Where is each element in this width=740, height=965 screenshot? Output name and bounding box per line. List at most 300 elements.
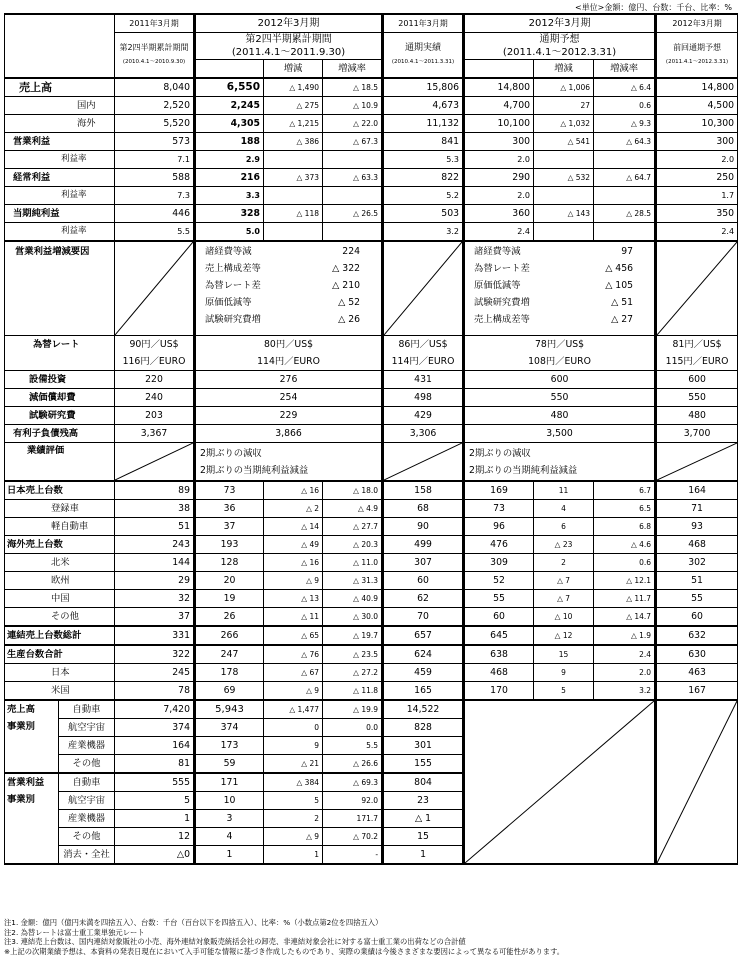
c4-rate: 2.4 [594,645,656,664]
c2-inc: △ 1,477 [264,700,323,719]
c2-rate: △ 19.9 [323,700,383,719]
factor-item [468,294,651,311]
c1-range: (2010.4.1～2010.9.30) [122,59,186,65]
c2-rate: △ 70.2 [323,828,383,846]
factor-name: 売上構成差等 [205,263,261,274]
eval-line: 2期ぶりの当期純利益減益 [200,464,309,476]
c2-value: 10 [195,792,264,810]
unit-label: 連結売上台数総計 [5,626,115,645]
c4-value: 96 [464,518,534,536]
c2-rate: △ 27.2 [323,664,383,682]
c2-inc: △ 14 [264,518,323,536]
c3-value: 5.3 [383,151,464,169]
c2-sub [195,33,383,60]
c2-value: 128 [195,554,264,572]
c2-inc: △ 386 [264,133,323,151]
c4-fx-usd: 78円／US$ [464,336,656,354]
unit-label: 中国 [5,590,115,608]
c1-value: 3,367 [115,425,195,443]
c2-rate: △ 20.3 [323,536,383,554]
c2-value: 178 [195,664,264,682]
c1-value: 38 [115,500,195,518]
c4-rate: △ 9.3 [594,115,656,133]
c1-value: 32 [115,590,195,608]
c2-inc-header: 増減 [264,60,323,79]
c1-title: 2011年3月期 [115,14,195,33]
c4-inc-header: 増減 [534,60,594,79]
c4-value: 2.0 [464,187,534,205]
c4-value: 10,100 [464,115,534,133]
factor-value: 224 [342,246,361,257]
c2-rate: △ 69.3 [323,773,383,792]
c3-value: 429 [383,407,464,425]
footnote: 注2. 為替レートは富士重工業単独元レート [4,927,145,937]
c2-inc: 0 [264,719,323,737]
c3-value: 431 [383,371,464,389]
c2-inc: △ 384 [264,773,323,792]
c4-inc: 4 [534,500,594,518]
unit-label: 日本売上台数 [5,481,115,500]
c2-value: 173 [195,737,264,755]
c2-inc: △ 2 [264,500,323,518]
c4-range: (2011.4.1～2012.3.31) [502,47,617,58]
c5-sub [656,33,738,79]
h1-eval [195,443,383,482]
c1-sub [115,33,195,79]
unit-row [5,590,738,608]
c3-value: 5.2 [383,187,464,205]
c5-value: 350 [656,205,738,223]
c4-value: 476 [464,536,534,554]
c2-value: 20 [195,572,264,590]
c2-rate: △ 27.7 [323,518,383,536]
c3-value: 3.2 [383,223,464,242]
diagonal-slash [115,242,193,335]
c2-value: 6,550 [195,78,264,97]
c2-value: 26 [195,608,264,627]
c1-value: 8,040 [115,78,195,97]
c2-inc: 2 [264,810,323,828]
unit-row [5,645,738,664]
c2-rate: △ 10.9 [323,97,383,115]
c4-rate: 3.2 [594,682,656,701]
c3-value: 828 [383,719,464,737]
c3-subtitle: 通期実績 [405,43,442,53]
misc-label: 減価償却費 [5,389,115,407]
c3-value: 498 [383,389,464,407]
c4-rate [594,187,656,205]
c4-inc [534,151,594,169]
fin-row [5,169,738,187]
c3-value: 155 [383,755,464,774]
c4-value: 290 [464,169,534,187]
c1-value: 588 [115,169,195,187]
c5-subtitle: 前回通期予想 [673,43,722,52]
c4-value: 360 [464,205,534,223]
c4-title: 2012年3月期 [464,14,656,33]
diagonal-slash [657,443,737,480]
factor-name: 諸経費等減 [205,246,252,257]
c4-rate-header: 増減率 [594,60,656,79]
c4-value: 55 [464,590,534,608]
c1-value: 29 [115,572,195,590]
c4-rate: 6.5 [594,500,656,518]
c2-value: 254 [195,389,383,407]
c4-value: 170 [464,682,534,701]
c2-value: 5,943 [195,700,264,719]
c3-empty [383,241,464,336]
factor-item [468,311,651,328]
factor-value: △ 210 [332,280,361,291]
c4-blank [464,60,534,79]
seg-group-line: 売上高 [7,704,35,715]
c2-value: 5.0 [195,223,264,242]
c4-rate: △ 64.7 [594,169,656,187]
c1-fx-eur: 116円／EURO [115,353,195,371]
c5-value: 302 [656,554,738,572]
diagonal-slash [657,701,737,863]
c1-value: 81 [115,755,195,774]
factor-value: △ 27 [611,314,634,325]
c2-fx-usd: 80円／US$ [195,336,383,354]
unit-caption: <単位>金額：億円、台数：千台、比率：% [574,3,732,12]
diagonal-slash [384,242,462,335]
c3-fx-usd: 86円／US$ [383,336,464,354]
c4-value: 309 [464,554,534,572]
unit-label: 海外売上台数 [5,536,115,554]
c3-value: 70 [383,608,464,627]
factors-label: 営業利益増減要因 [5,241,115,336]
c2-rate: 5.5 [323,737,383,755]
diagonal-slash [657,242,737,335]
c2-inc: △ 9 [264,572,323,590]
fin-label: 海外 [5,115,115,133]
footnote: 注1. 金額：億円（億円未満を四捨五入）、台数：千台（百台以下を四捨五入）、比率：%（小数点第2位を四捨五入） [4,918,383,927]
c1-empty [115,241,195,336]
c1-fx-usd: 90円／US$ [115,336,195,354]
c2-value: 3.3 [195,187,264,205]
c5-value: 600 [656,371,738,389]
c3-value: 15 [383,828,464,846]
fin-label: 売上高 [5,78,115,97]
seg-label: 自動車 [59,773,115,792]
unit-label: 米国 [5,682,115,701]
c4-rate: △ 6.4 [594,78,656,97]
fin-row [5,97,738,115]
c2-inc: △ 65 [264,626,323,645]
c3-value: 822 [383,169,464,187]
fin-row [5,223,738,242]
c2-rate-header: 増減率 [323,60,383,79]
c5-value: 55 [656,590,738,608]
c2-inc: △ 76 [264,645,323,664]
misc-row [5,407,738,425]
c5-title: 2012年3月期 [656,14,738,33]
c1-value: 7.3 [115,187,195,205]
c2-value: 216 [195,169,264,187]
seg-group-line: 事業別 [7,721,35,732]
c5-value: 2.4 [656,223,738,242]
c3-value: 307 [383,554,464,572]
c2-inc: △ 9 [264,828,323,846]
fin-label: 国内 [5,97,115,115]
factor-item [199,260,378,277]
c2-rate: △ 31.3 [323,572,383,590]
factor-value: △ 52 [338,297,361,308]
fin-label: 利益率 [5,151,115,169]
c2-inc: △ 373 [264,169,323,187]
seg-op-group [5,773,59,864]
c4-rate: △ 64.3 [594,133,656,151]
eval-line: 2期ぶりの当期純利益減益 [469,464,578,476]
c2-rate: △ 11.8 [323,682,383,701]
factor-name: 原価低減等 [205,297,252,308]
c2-inc: △ 16 [264,481,323,500]
c5-value: 51 [656,572,738,590]
eval-label: 業績評価 [5,443,115,482]
c3-value: 11,132 [383,115,464,133]
c2-subtitle: 第2四半期累計期間 [245,34,332,45]
c2-value: 19 [195,590,264,608]
c4-rate: △ 4.6 [594,536,656,554]
c4-value: 169 [464,481,534,500]
c2-inc [264,151,323,169]
factors-row [5,241,738,336]
c2-rate: △ 11.0 [323,554,383,572]
c3-value: 3,306 [383,425,464,443]
fy-eval [464,443,656,482]
c2-rate: △ 40.9 [323,590,383,608]
corner-cell [5,14,115,78]
financial-summary-table [4,13,737,865]
factor-name: 為替レート差 [205,280,261,291]
c2-rate [323,187,383,205]
c2-inc: △ 11 [264,608,323,627]
c1-value: 374 [115,719,195,737]
c4-rate: △ 14.7 [594,608,656,627]
c3-value: 15,806 [383,78,464,97]
c3-title: 2011年3月期 [383,14,464,33]
c2-inc: △ 1,490 [264,78,323,97]
c4-value: 2.4 [464,223,534,242]
c4-value: 60 [464,608,534,627]
footnotes [4,918,564,956]
c1-value: 322 [115,645,195,664]
c5-fx-eur: 115円／EURO [656,353,738,371]
c4-inc: 11 [534,481,594,500]
misc-row [5,425,738,443]
c4-inc: △ 12 [534,626,594,645]
c4-inc: 6 [534,518,594,536]
misc-label: 試験研究費 [5,407,115,425]
c3-value: 503 [383,205,464,223]
c1-value: 164 [115,737,195,755]
c5-value: 632 [656,626,738,645]
eval-row [5,443,738,482]
fx-row [5,353,738,371]
misc-row [5,389,738,407]
c4-inc: △ 7 [534,572,594,590]
fin-row [5,187,738,205]
c2-value: 374 [195,719,264,737]
seg-label: 産業機器 [59,737,115,755]
c1-value: 12 [115,828,195,846]
c2-value: 171 [195,773,264,792]
c1-value: 573 [115,133,195,151]
c4-value: 52 [464,572,534,590]
c2-inc: △ 67 [264,664,323,682]
misc-label: 設備投資 [5,371,115,389]
c1-value: 5 [115,792,195,810]
c2-inc: △ 13 [264,590,323,608]
c2-value: 69 [195,682,264,701]
c5-fx-usd: 81円／US$ [656,336,738,354]
c4-inc [534,187,594,205]
fin-row [5,115,738,133]
c5-value: 550 [656,389,738,407]
unit-label: 生産台数合計 [5,645,115,664]
c1-value: 89 [115,481,195,500]
c2-value: 73 [195,481,264,500]
c1-value: 203 [115,407,195,425]
misc-row [5,371,738,389]
c2-inc: 1 [264,846,323,865]
unit-row [5,554,738,572]
c2-value: 229 [195,407,383,425]
factor-name: 原価低減等 [474,280,521,291]
unit-row [5,682,738,701]
unit-label: 軽自動車 [5,518,115,536]
c4-inc: 2 [534,554,594,572]
unit-row [5,518,738,536]
c4-rate [594,151,656,169]
c4-value: 468 [464,664,534,682]
c2-inc: △ 49 [264,536,323,554]
c5-empty [656,443,738,482]
c4-inc: △ 10 [534,608,594,627]
c3-value: 459 [383,664,464,682]
unit-row [5,626,738,645]
fin-label: 経常利益 [5,169,115,187]
c2-rate [323,151,383,169]
c2-value: 2,245 [195,97,264,115]
c2-inc [264,187,323,205]
unit-row [5,572,738,590]
c4-value: 638 [464,645,534,664]
c2-range: (2011.4.1～2011.9.30) [231,47,346,58]
factor-value: 97 [621,246,634,257]
c4-fx-eur: 108円／EURO [464,353,656,371]
factor-item [199,294,378,311]
c4-value: 645 [464,626,534,645]
unit-row [5,481,738,500]
c1-subtitle: 第2四半期累計期間 [119,43,189,52]
seg-label: その他 [59,828,115,846]
c4-inc: 27 [534,97,594,115]
c5-segment-empty [656,700,738,864]
unit-row [5,536,738,554]
c3-value: 14,522 [383,700,464,719]
seg-label: 航空宇宙 [59,719,115,737]
c4-rate: 0.6 [594,554,656,572]
fx-row [5,336,738,354]
c4-inc: 5 [534,682,594,701]
c2-inc: △ 275 [264,97,323,115]
c4-inc: △ 541 [534,133,594,151]
c1-value: 2,520 [115,97,195,115]
c3-value: 804 [383,773,464,792]
c1-value: 78 [115,682,195,701]
c3-value: 1 [383,846,464,865]
fin-row [5,205,738,223]
c2-rate: △ 18.0 [323,481,383,500]
unit-label: 日本 [5,664,115,682]
c4-rate: 6.7 [594,481,656,500]
fin-row [5,151,738,169]
c2-value: 59 [195,755,264,774]
c5-value: 468 [656,536,738,554]
header-row [5,14,738,33]
c2-value: 1 [195,846,264,865]
c1-value: 1 [115,810,195,828]
c4-value: 2.0 [464,151,534,169]
c3-value: 657 [383,626,464,645]
c2-value: 4 [195,828,264,846]
c2-rate: △ 23.5 [323,645,383,664]
c4-inc [534,223,594,242]
c3-value: 23 [383,792,464,810]
factor-item [468,260,651,277]
seg-group-line: 営業利益 [7,777,45,788]
factor-name: 諸経費等減 [474,246,521,257]
c2-value: 3 [195,810,264,828]
fin-label: 利益率 [5,223,115,242]
factor-value: △ 456 [605,263,634,274]
c2-value: 4,305 [195,115,264,133]
c2-rate: 171.7 [323,810,383,828]
factor-item [199,243,378,260]
eval-line: 2期ぶりの減収 [469,447,531,459]
factor-name: 試験研究費増 [205,314,261,325]
c1-empty [115,443,195,482]
diagonal-slash [384,443,462,480]
factor-value: △ 105 [605,280,634,291]
diagonal-slash [465,701,654,863]
c2-value: 36 [195,500,264,518]
c1-value: △0 [115,846,195,865]
c3-value: 90 [383,518,464,536]
c1-value: 5,520 [115,115,195,133]
c4-value: 600 [464,371,656,389]
c5-value: 480 [656,407,738,425]
c1-value: 555 [115,773,195,792]
h1-factor-list [195,241,383,336]
c3-value: 4,673 [383,97,464,115]
seg-label: 消去・全社 [59,846,115,865]
c3-value: 301 [383,737,464,755]
fin-label: 当期純利益 [5,205,115,223]
c3-value: 158 [383,481,464,500]
c1-value: 37 [115,608,195,627]
seg-label: 航空宇宙 [59,792,115,810]
footnote: 注3. 連結売上台数は、国内連結対象販社の小売、海外連結対象販売統括会社の卸売、非連結対象会社に対する富士重工業の出荷などの合計値 [4,937,466,946]
c5-value: 14,800 [656,78,738,97]
c1-value: 245 [115,664,195,682]
c2-inc: △ 16 [264,554,323,572]
c2-title: 2012年3月期 [195,14,383,33]
c2-rate: 92.0 [323,792,383,810]
c1-value: 7,420 [115,700,195,719]
